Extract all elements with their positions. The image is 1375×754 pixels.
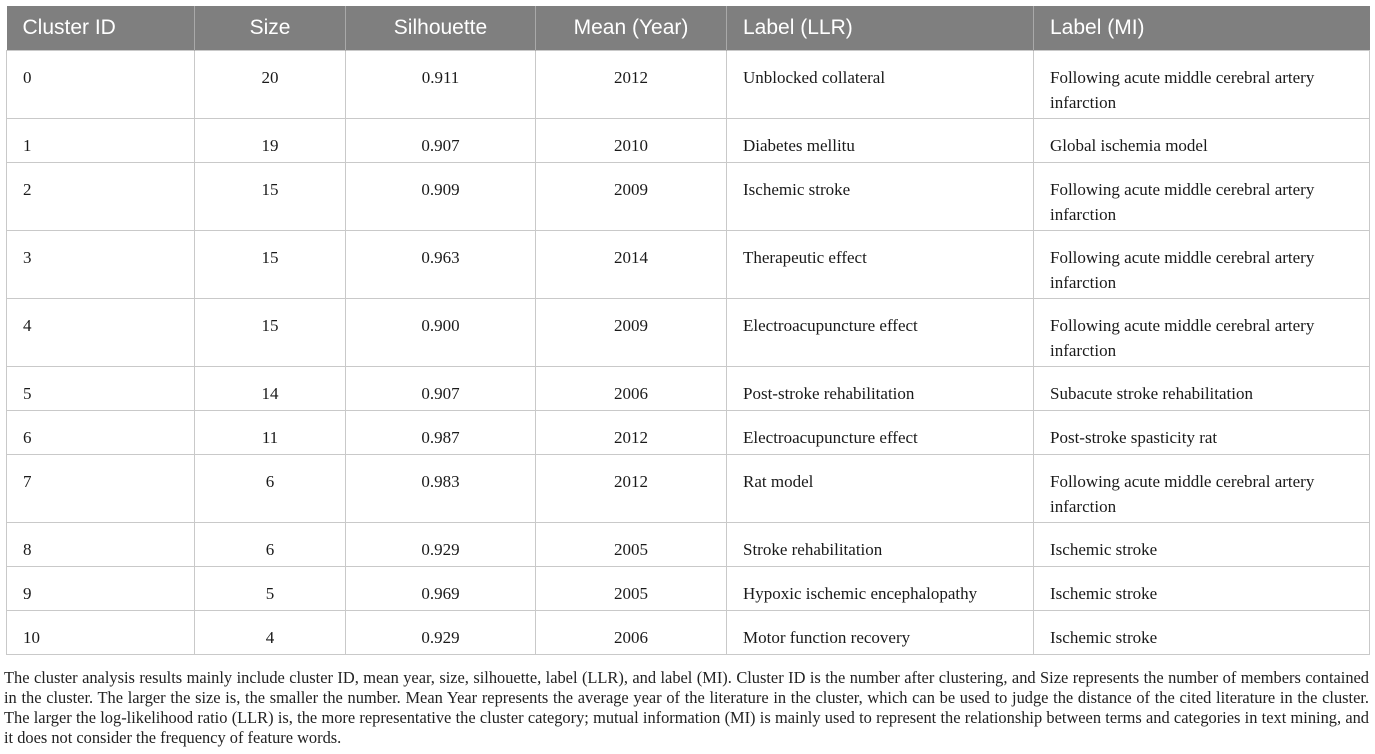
cell-label-mi: Ischemic stroke [1034,523,1370,567]
cell-silhouette: 0.969 [346,567,536,611]
table-row [7,567,1370,611]
table-row [7,119,1370,163]
cell-size: 14 [195,367,346,411]
header-label-llr: Label (LLR) [727,6,1034,51]
cell-silhouette: 0.929 [346,611,536,655]
cell-mean-year: 2009 [536,163,727,231]
table-row [7,411,1370,455]
cell-size: 15 [195,299,346,367]
cell-size: 20 [195,51,346,119]
cell-size: 11 [195,411,346,455]
table-row [7,455,1370,523]
cell-cluster-id: 6 [7,411,195,455]
cluster-table-container [6,6,1369,655]
table-footnote: The cluster analysis results mainly include cluster ID, mean year, size, silhouette, label (LLR), and label (MI). Cluster ID is the number after clustering, and Size represents the number of members contained in the cluster. The larger the size is, the smaller the number. Mean Year represents the average year of the literature in the cluster, which can be used to judge the distance of the cited literature in the cluster. The larger the log-likelihood ratio (LLR) is, the more representative the cluster category; mutual information (MI) is mainly used to represent the relationship between terms and categories in text mining, and it does not consider the frequency of feature words. [4,668,1369,748]
cell-mean-year: 2012 [536,51,727,119]
cell-label-mi: Following acute middle cerebral artery infarction [1034,299,1370,367]
header-label-mi: Label (MI) [1034,6,1370,51]
cell-cluster-id: 0 [7,51,195,119]
cell-silhouette: 0.983 [346,455,536,523]
table-row [7,523,1370,567]
cell-label-mi: Ischemic stroke [1034,611,1370,655]
table-row [7,299,1370,367]
cell-mean-year: 2005 [536,523,727,567]
cell-cluster-id: 5 [7,367,195,411]
cell-label-mi: Following acute middle cerebral artery infarction [1034,455,1370,523]
cell-label-mi: Following acute middle cerebral artery infarction [1034,231,1370,299]
header-cluster-id: Cluster ID [7,6,195,51]
cell-mean-year: 2005 [536,567,727,611]
cell-silhouette: 0.900 [346,299,536,367]
cell-label-mi: Subacute stroke rehabilitation [1034,367,1370,411]
cell-silhouette: 0.907 [346,119,536,163]
cell-mean-year: 2012 [536,411,727,455]
cell-cluster-id: 3 [7,231,195,299]
cell-cluster-id: 9 [7,567,195,611]
cell-label-llr: Hypoxic ischemic encephalopathy [727,567,1034,611]
cell-mean-year: 2010 [536,119,727,163]
cell-size: 5 [195,567,346,611]
header-size: Size [195,6,346,51]
cell-cluster-id: 1 [7,119,195,163]
cell-label-llr: Stroke rehabilitation [727,523,1034,567]
cell-size: 19 [195,119,346,163]
cell-silhouette: 0.907 [346,367,536,411]
table-row [7,367,1370,411]
cell-mean-year: 2006 [536,367,727,411]
cell-label-llr: Electroacupuncture effect [727,299,1034,367]
cell-size: 4 [195,611,346,655]
cell-label-mi: Following acute middle cerebral artery infarction [1034,163,1370,231]
cell-cluster-id: 2 [7,163,195,231]
cell-label-llr: Electroacupuncture effect [727,411,1034,455]
cell-mean-year: 2014 [536,231,727,299]
cluster-table [6,6,1370,655]
cell-label-llr: Motor function recovery [727,611,1034,655]
table-row [7,163,1370,231]
cell-label-llr: Rat model [727,455,1034,523]
cell-cluster-id: 8 [7,523,195,567]
cell-label-llr: Unblocked collateral [727,51,1034,119]
header-mean-year: Mean (Year) [536,6,727,51]
cell-cluster-id: 10 [7,611,195,655]
cell-silhouette: 0.909 [346,163,536,231]
cell-cluster-id: 4 [7,299,195,367]
cell-silhouette: 0.987 [346,411,536,455]
cell-label-llr: Post-stroke rehabilitation [727,367,1034,411]
cell-mean-year: 2012 [536,455,727,523]
cell-size: 15 [195,231,346,299]
table-row [7,51,1370,119]
cell-label-llr: Therapeutic effect [727,231,1034,299]
cell-label-mi: Following acute middle cerebral artery infarction [1034,51,1370,119]
cell-label-mi: Post-stroke spasticity rat [1034,411,1370,455]
cell-silhouette: 0.911 [346,51,536,119]
table-header-row [7,6,1370,51]
table-row [7,231,1370,299]
cell-label-mi: Global ischemia model [1034,119,1370,163]
header-silhouette: Silhouette [346,6,536,51]
cell-label-mi: Ischemic stroke [1034,567,1370,611]
cell-mean-year: 2006 [536,611,727,655]
cell-size: 6 [195,455,346,523]
cell-silhouette: 0.963 [346,231,536,299]
table-row [7,611,1370,655]
cell-label-llr: Diabetes mellitu [727,119,1034,163]
cell-cluster-id: 7 [7,455,195,523]
cell-silhouette: 0.929 [346,523,536,567]
cell-mean-year: 2009 [536,299,727,367]
cell-size: 15 [195,163,346,231]
cell-label-llr: Ischemic stroke [727,163,1034,231]
cell-size: 6 [195,523,346,567]
